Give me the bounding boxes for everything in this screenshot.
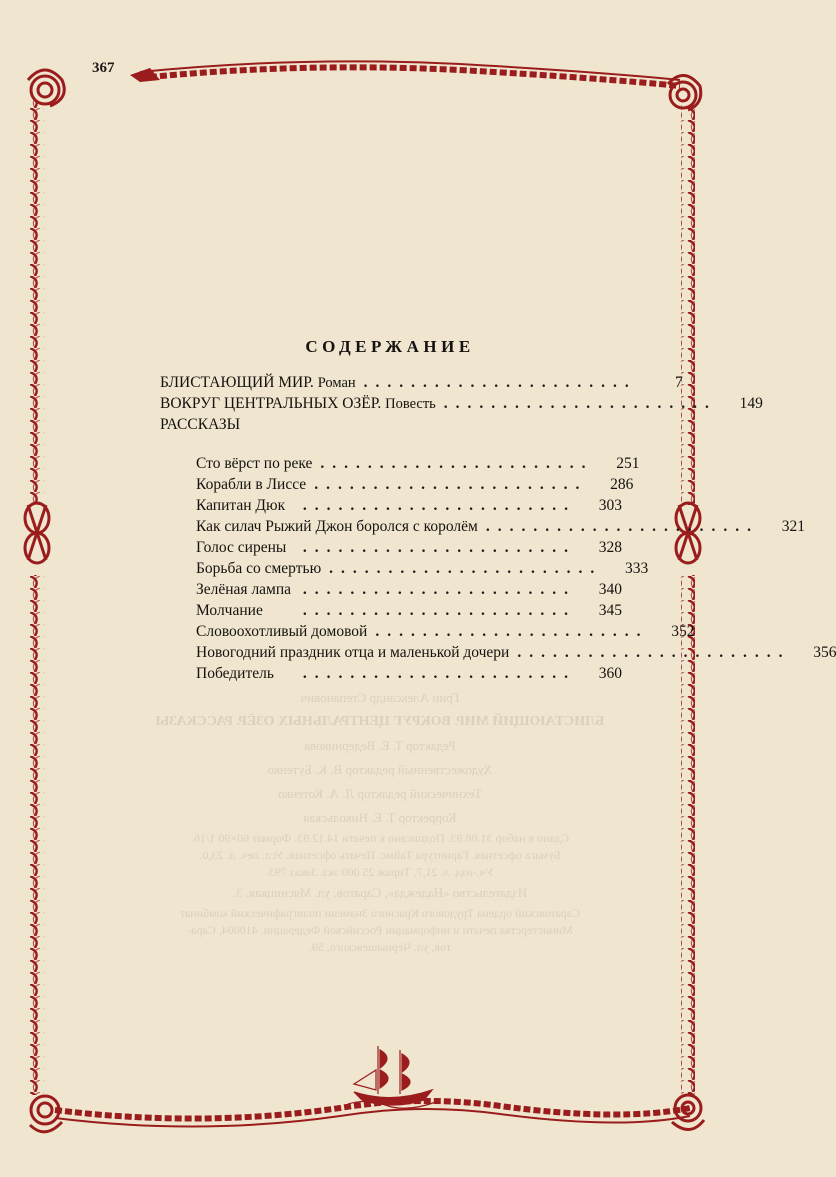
entry-page: 328: [598, 539, 622, 556]
bleed-line: Технический редактор Л. А. Котенко: [278, 786, 482, 801]
entry-title: Сто вёрст по реке: [196, 455, 313, 472]
entry-title: Словоохотливый домовой: [196, 623, 368, 640]
page-number: 367: [92, 60, 115, 76]
main-entries: [160, 372, 763, 435]
entry-page: 340: [598, 581, 622, 598]
entry-title: Как силач Рыжий Джон боролся с королём: [196, 518, 478, 535]
entry-title: Борьба со смертью: [196, 560, 322, 577]
toc-entry: [160, 372, 683, 393]
leader-dots: .......................: [302, 665, 576, 682]
entry-page: 345: [598, 602, 622, 619]
bleed-line: Издательство «Надежда», Саратов, ул. Мясницкая, 3.: [232, 885, 528, 900]
bleed-line: Саратовский ордена Трудового Красного Знамени полиграфический комбинат: [179, 906, 581, 920]
leader-dots: .......................: [302, 497, 576, 514]
bleed-through-text: [70, 686, 690, 956]
entry-page: 321: [781, 518, 805, 535]
entry-kind: Роман: [317, 375, 356, 391]
entry-title: Победитель: [196, 665, 274, 682]
entry-title: Зелёная лампа: [196, 581, 292, 598]
entry-page: 286: [610, 476, 634, 493]
sailing-ship-icon: [348, 1040, 438, 1112]
leader-dots: .......................: [320, 455, 594, 472]
entry-page: 333: [625, 560, 649, 577]
toc-entry: [196, 621, 695, 642]
entry-title: Молчание: [196, 602, 263, 619]
entry-title: Капитан Дюк: [196, 497, 286, 514]
entry-page: 360: [598, 665, 622, 682]
bleed-line: Художественный редактор В. К. Бутенко: [267, 762, 493, 777]
toc-entry: [196, 663, 622, 684]
bleed-line: Министерства печати и информации Российской Федерации. 410004, Сара-: [187, 923, 573, 937]
leader-dots: .......................: [302, 581, 576, 598]
leader-dots: .......................: [375, 623, 649, 640]
page-title: СОДЕРЖАНИЕ: [305, 337, 475, 356]
entry-page: 303: [598, 497, 622, 514]
leader-dots: .......................: [314, 476, 588, 493]
entry-title: ВОКРУГ ЦЕНТРАЛЬНЫХ ОЗЁР.: [160, 395, 382, 412]
bleed-line: БЛИСТАЮЩИЙ МИР. ВОКРУГ ЦЕНТРАЛЬНЫХ ОЗЁР. РАССКАЗЫ: [155, 714, 605, 729]
leader-dots: .......................: [302, 602, 576, 619]
entry-page: 356: [813, 644, 836, 661]
bleed-line: Бумага офсетная. Гарнитура Таймс. Печать офсетная. Усл. печ. л. 23,0.: [199, 848, 561, 862]
stories-list: [196, 453, 836, 684]
bleed-line: Уч.-изд. л. 21,7. Тираж 25 000 экз. Заказ 793.: [265, 865, 495, 879]
entry-title: Голос сирены: [196, 539, 287, 556]
entry-title: Новогодний праздник отца и маленькой дочери: [196, 644, 510, 661]
toc-entry: [196, 600, 622, 621]
bleed-line: Сдано в набор 31.08.93. Подписано к печати 14.12.93. Формат 60×90 1/16.: [190, 831, 570, 845]
leader-dots: .......................: [363, 374, 637, 391]
toc-entry: [196, 537, 622, 558]
leader-dots: .......................: [302, 539, 576, 556]
leader-dots: .......................: [517, 644, 791, 661]
entry-page: 251: [616, 455, 640, 472]
leader-dots: .......................: [329, 560, 603, 577]
entry-page: 7: [675, 374, 683, 391]
bleed-line: тов, ул. Чернышевского, 59.: [308, 940, 452, 954]
leader-dots: .......................: [485, 518, 759, 535]
bleed-line: Грин Александр Степанович: [300, 690, 460, 705]
toc-entry: [196, 474, 634, 495]
toc-entry: [196, 579, 622, 600]
toc-entry: [196, 495, 622, 516]
toc-entry: [196, 516, 805, 537]
toc-entry: [160, 393, 763, 414]
entry-page: 352: [671, 623, 695, 640]
section-heading: РАССКАЗЫ: [160, 416, 241, 433]
entry-kind: Повесть: [385, 396, 436, 412]
entry-title: БЛИСТАЮЩИЙ МИР.: [160, 374, 314, 391]
bleed-line: Корректор Т. Е. Никольская: [303, 810, 457, 825]
toc-entry: [196, 642, 836, 663]
toc-entry: [196, 558, 649, 579]
entry-title: Корабли в Лиссе: [196, 476, 307, 493]
toc-entry: [196, 453, 640, 474]
bleed-line: Редактор Т. Е. Ведерникова: [304, 738, 456, 753]
leader-dots: .......................: [443, 395, 717, 412]
entry-page: 149: [739, 395, 763, 412]
